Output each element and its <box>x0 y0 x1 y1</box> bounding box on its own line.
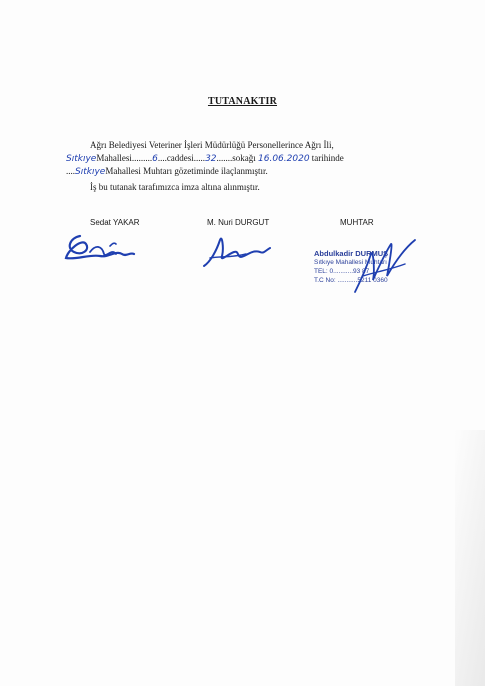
signatory-name-3: MUHTAR <box>340 218 374 227</box>
paragraph-line-1: Ağrı Belediyesi Veteriner İşleri Müdürlüğü Personellerince Ağrı İli, <box>90 140 334 150</box>
paper-fold-shadow <box>455 430 485 686</box>
signature-1 <box>60 228 140 268</box>
sokagi-text: .......sokağı <box>216 153 256 163</box>
line3-text: Mahallesi Muhtarı gözetiminde ilaçlanmıştır. <box>105 166 268 176</box>
paragraph-line-2 <box>66 153 344 164</box>
line3-dots: .... <box>66 166 75 176</box>
signature-2 <box>200 232 275 272</box>
document-title: TUTANAKTIR <box>207 96 278 107</box>
stamp-line-3: TEL: 0...........93 87 <box>314 268 370 275</box>
handwritten-cadde: 6 <box>152 154 158 164</box>
handwritten-mahalle-2: Sıtkıye <box>75 167 106 177</box>
signature-3 <box>345 236 425 296</box>
handwritten-date: 16.06.2020 <box>258 154 310 164</box>
paragraph-2: İş bu tutanak tarafımızca imza altına alınmıştır. <box>90 182 260 192</box>
stamp-line-2: Sıtkıye Mahallesi Muhtarı <box>314 259 387 266</box>
mahallesi-text: Mahallesi......... <box>96 153 153 163</box>
handwritten-mahalle: Sıtkıye <box>66 154 97 164</box>
paragraph-line-3 <box>66 166 268 177</box>
signatory-name-1: Sedat YAKAR <box>90 218 140 227</box>
tarihinde-text: tarihinde <box>311 153 344 163</box>
caddesi-text: ....caddesi..... <box>157 153 206 163</box>
stamp-line-1: Abdulkadir DURMUŞ <box>314 249 389 258</box>
handwritten-sokak: 32 <box>205 154 217 164</box>
signatory-name-2: M. Nuri DURGUT <box>207 218 270 227</box>
stamp-line-4: T.C No: ...........5211 0360 <box>314 277 388 284</box>
